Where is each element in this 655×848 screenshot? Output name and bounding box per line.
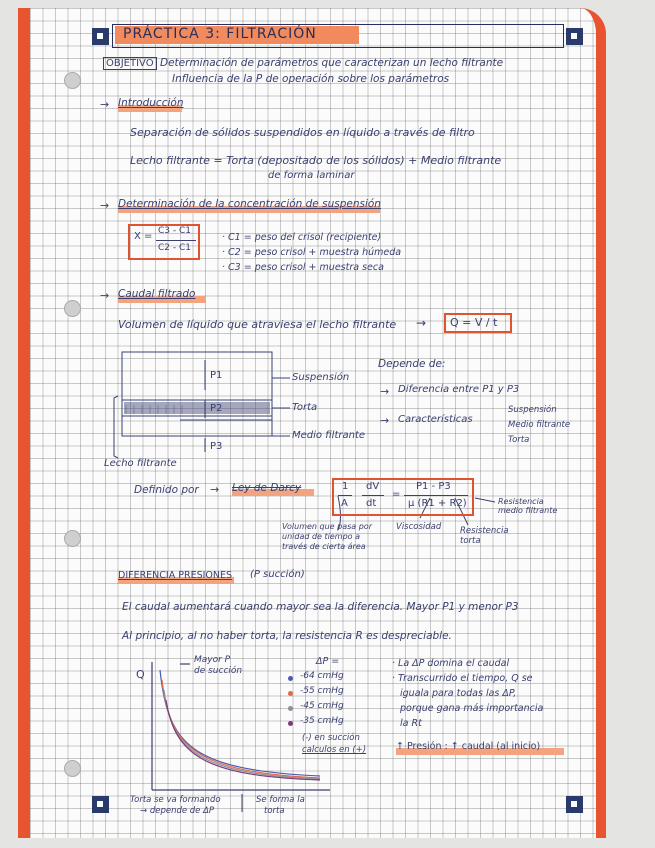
concentration-def-3: · C3 = peso crisol + muestra seca — [222, 262, 384, 273]
flow-formula: Q = V / t — [450, 316, 498, 329]
flow-line-arrow: → — [416, 316, 427, 330]
p2-label: P2 — [210, 403, 223, 414]
concentration-formula-num: C3 - C1 — [158, 226, 191, 236]
legend-item-55: -55 cmHg — [300, 686, 344, 696]
graph-conclusion: ↑ Presión : ↑ caudal (al inicio) — [396, 741, 541, 752]
darcy-note-medium: Resistencia medio filtrante — [498, 497, 558, 515]
graph-bullet-3: iguala para todas las ΔP, — [400, 688, 517, 699]
darcy-prefix: Definido por — [134, 484, 199, 496]
curve-45 — [164, 690, 320, 779]
objective-line-1: Determinación de parámetros que caracterizan un lecho filtrante — [160, 57, 504, 69]
legend-item-45: -45 cmHg — [300, 701, 344, 711]
graph-bullet-1: · La ΔP domina el caudal — [392, 658, 510, 669]
intro-line-3: de forma laminar — [268, 170, 355, 181]
darcy-lhs-den: A — [341, 498, 348, 509]
darcy-deriv-num: dV — [366, 481, 380, 492]
p3-label: P3 — [210, 441, 223, 452]
concentration-formula-den: C2 - C1 — [158, 243, 191, 253]
graph-bullet-5: la Rt — [400, 718, 422, 729]
depends-heading: Depende de: — [378, 358, 446, 370]
concentration-def-1: · C1 = peso del crisol (recipiente) — [222, 232, 382, 243]
depends-arrow-2: → — [380, 414, 390, 427]
graph-top-label-1: Mayor P — [194, 655, 231, 665]
depends-item-2: Características — [398, 414, 473, 425]
darcy-note-volume: Volumen que pasa por unidad de tiempo a través de cierta área — [282, 522, 372, 551]
intro-heading: Introducción — [118, 97, 184, 109]
graph-bullet-2: · Transcurrido el tiempo, Q se — [392, 673, 533, 684]
suspension-label: Suspensión — [292, 372, 350, 383]
legend-dot-55 — [288, 691, 293, 696]
legend-item-35: -35 cmHg — [300, 716, 344, 726]
darcy-rhs-num: P1 - P3 — [416, 481, 451, 492]
darcy-prefix-arrow: → — [210, 483, 220, 496]
graph-bullet-4: porque gana más importancia — [400, 703, 544, 714]
legend-note-1: (-) en succión — [302, 733, 360, 743]
characteristic-1: Suspensión — [508, 405, 557, 415]
graph-top-label-2: de succión — [194, 666, 243, 676]
graph-x-note-2: → depende de ΔP — [140, 806, 215, 816]
bed-label: Lecho filtrante — [104, 458, 177, 469]
flow-heading: Caudal filtrado — [118, 288, 196, 300]
objective-line-2: Influencia de la P de operación sobre los parámetros — [172, 73, 450, 85]
intro-line-2: Lecho filtrante = Torta (depositado de los sólidos) + Medio filtrante — [130, 154, 502, 167]
graph-x-note-3: Se forma la — [256, 795, 305, 805]
darcy-law: Ley de Darcy — [232, 482, 302, 494]
darcy-note-cake: Resistencia torta — [460, 526, 509, 546]
pressure-heading: DIFERENCIA PRESIONES — [118, 570, 233, 581]
pressure-line-1: El caudal aumentará cuando mayor sea la diferencia. Mayor P1 y menor P3 — [122, 601, 519, 613]
legend-dot-45 — [288, 706, 293, 711]
cake-label: Torta — [292, 402, 318, 413]
p1-label: P1 — [210, 370, 223, 381]
darcy-deriv-den: dt — [366, 498, 377, 509]
legend-dot-35 — [288, 721, 293, 726]
depends-arrow-1: → — [380, 385, 390, 398]
darcy-rhs-den: μ (R1 + R2) — [408, 498, 467, 509]
concentration-def-2: · C2 = peso crisol + muestra húmeda — [222, 247, 402, 258]
legend-item-64: -64 cmHg — [300, 671, 344, 681]
medium-label: Medio filtrante — [292, 430, 366, 441]
concentration-heading: Determinación de la concentración de suspensión — [118, 198, 381, 210]
page-title: PRÁCTICA 3: FILTRACIÓN — [123, 26, 317, 42]
characteristic-2: Medio filtrante — [508, 420, 571, 430]
darcy-equals: = — [392, 489, 401, 500]
graph-x-note-1: Torta se va formando — [130, 795, 221, 805]
depends-item-1: Diferencia entre P1 y P3 — [398, 384, 520, 395]
objective-label: OBJETIVO — [103, 57, 157, 70]
graph-legend-title: ΔP = — [316, 656, 340, 667]
legend-dot-64 — [288, 676, 293, 681]
flow-line: Volumen de líquido que atraviesa el lecho filtrante — [118, 318, 397, 331]
intro-line-1: Separación de sólidos suspendidos en líquido a través de filtro — [130, 126, 475, 139]
intro-arrow: → — [100, 98, 110, 111]
pressure-line-2: Al principio, al no haber torta, la resistencia R es despreciable. — [122, 630, 452, 642]
graph-x-note-4: torta — [264, 806, 285, 816]
curve-64 — [160, 670, 320, 776]
concentration-arrow: → — [100, 199, 110, 212]
darcy-lhs-num: 1 — [342, 481, 349, 492]
flow-arrow: → — [100, 289, 110, 302]
graph-y-label: Q — [136, 668, 145, 681]
legend-note-2: calculos en (+) — [302, 745, 367, 755]
concentration-formula-lhs: X = — [134, 231, 153, 242]
characteristic-3: Torta — [508, 435, 530, 445]
darcy-note-viscosity: Viscosidad — [396, 522, 442, 532]
curve-55 — [162, 680, 320, 778]
pressure-heading-suffix: (P succión) — [250, 569, 305, 580]
